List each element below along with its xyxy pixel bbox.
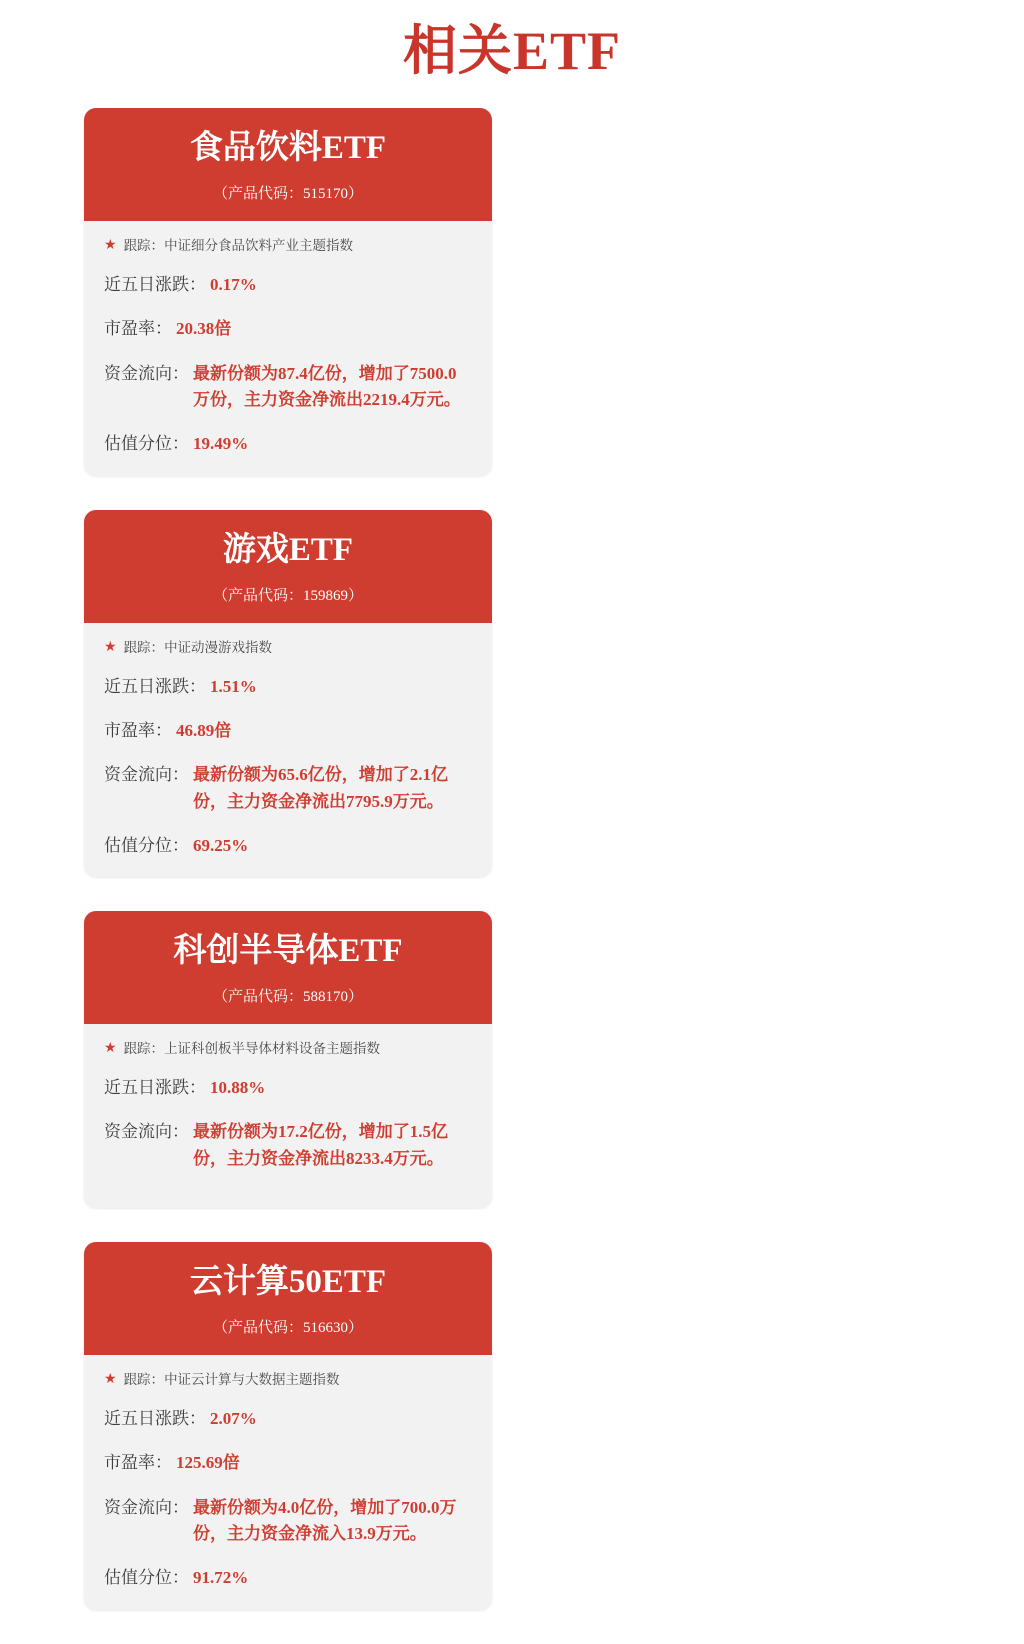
- etf-card-body: [84, 1024, 492, 1208]
- valuation-value: 91.72%: [193, 1568, 249, 1588]
- five-day-row: [104, 674, 472, 700]
- valuation-value: 69.25%: [193, 835, 249, 855]
- flow-row: [104, 762, 472, 815]
- flow-label: 资金流向：: [104, 363, 189, 383]
- pe-row: [104, 718, 472, 744]
- etf-card-header: [84, 1242, 492, 1355]
- five-day-row: [104, 1406, 472, 1432]
- valuation-label: 估值分位：: [104, 1568, 189, 1588]
- code-prefix: （产品代码：: [212, 1320, 303, 1337]
- etf-name: 科创半导体ETF: [173, 933, 403, 970]
- etf-code: [94, 584, 482, 605]
- code-suffix: ）: [348, 186, 364, 203]
- track-index: 上证科创板半导体材料设备主题指数: [164, 1041, 381, 1057]
- etf-name: 云计算50ETF: [189, 1264, 387, 1301]
- flow-value: 最新份额为87.4亿份，增加了7500.0万份，主力资金净流出2219.4万元。: [193, 363, 461, 410]
- etf-name: 游戏ETF: [222, 531, 354, 568]
- track-row: [104, 1371, 472, 1390]
- track-index: 中证云计算与大数据主题指数: [164, 1372, 340, 1388]
- code-value: 516630: [303, 1320, 348, 1337]
- etf-card: [84, 911, 492, 1208]
- track-row: [104, 639, 472, 658]
- flow-label: 资金流向：: [104, 1122, 189, 1142]
- pe-row: [104, 316, 472, 342]
- pe-label: 市盈率：: [104, 720, 172, 740]
- code-prefix: （产品代码：: [212, 186, 303, 203]
- flow-value: 最新份额为4.0亿份，增加了700.0万份，主力资金净流入13.9万元。: [193, 1497, 457, 1543]
- five-day-row: [104, 1075, 472, 1101]
- valuation-label: 估值分位：: [104, 434, 189, 454]
- track-label: 跟踪：: [123, 639, 165, 655]
- valuation-value: 19.49%: [193, 434, 249, 454]
- etf-card-body: [84, 1355, 492, 1610]
- star-icon: ★: [104, 238, 117, 254]
- code-suffix: ）: [348, 587, 364, 604]
- code-suffix: ）: [348, 989, 364, 1006]
- valuation-row: [104, 833, 472, 859]
- page-title: 相关ETF: [402, 21, 622, 81]
- pe-value: 20.38倍: [176, 319, 232, 339]
- star-icon: ★: [104, 1041, 117, 1057]
- track-label: 跟踪：: [123, 238, 165, 254]
- pe-value: 125.69倍: [176, 1453, 240, 1473]
- five-day-value: 2.07%: [210, 1408, 257, 1428]
- five-day-row: [104, 272, 472, 298]
- pe-label: 市盈率：: [104, 319, 172, 339]
- etf-card-header: [84, 911, 492, 1024]
- track-row: [104, 1040, 472, 1059]
- code-suffix: ）: [348, 1320, 364, 1337]
- pe-label: 市盈率：: [104, 1453, 172, 1473]
- five-day-value: 1.51%: [210, 676, 257, 696]
- flow-row: [104, 1119, 472, 1172]
- track-label: 跟踪：: [123, 1372, 165, 1388]
- five-day-value: 0.17%: [210, 275, 257, 295]
- five-day-label: 近五日涨跌：: [104, 1408, 206, 1428]
- etf-name: 食品饮料ETF: [189, 130, 387, 167]
- etf-card-header: [84, 510, 492, 623]
- etf-card: [84, 510, 492, 878]
- code-value: 588170: [303, 989, 348, 1006]
- valuation-row: [104, 431, 472, 457]
- etf-card-grid: [0, 86, 1024, 1644]
- etf-code: [94, 1316, 482, 1337]
- pe-row: [104, 1450, 472, 1476]
- etf-card-header: [84, 108, 492, 221]
- flow-value: 最新份额为17.2亿份，增加了1.5亿份，主力资金净流出8233.4万元。: [193, 1122, 448, 1168]
- etf-code: [94, 985, 482, 1006]
- code-value: 515170: [303, 186, 348, 203]
- five-day-label: 近五日涨跌：: [104, 275, 206, 295]
- etf-code: [94, 182, 482, 203]
- star-icon: ★: [104, 1372, 117, 1388]
- etf-card: [84, 1242, 492, 1610]
- valuation-row: [104, 1565, 472, 1591]
- flow-label: 资金流向：: [104, 765, 189, 785]
- etf-card-body: [84, 221, 492, 476]
- valuation-label: 估值分位：: [104, 835, 189, 855]
- code-prefix: （产品代码：: [212, 587, 303, 604]
- track-row: [104, 237, 472, 256]
- code-value: 159869: [303, 587, 348, 604]
- etf-card-body: [84, 623, 492, 878]
- star-icon: ★: [104, 639, 117, 655]
- track-index: 中证动漫游戏指数: [164, 639, 273, 655]
- flow-value: 最新份额为65.6亿份，增加了2.1亿份，主力资金净流出7795.9万元。: [193, 765, 448, 811]
- flow-row: [104, 1495, 472, 1548]
- code-prefix: （产品代码：: [212, 989, 303, 1006]
- etf-card: [84, 108, 492, 476]
- track-label: 跟踪：: [123, 1041, 165, 1057]
- pe-value: 46.89倍: [176, 720, 232, 740]
- five-day-value: 10.88%: [210, 1078, 266, 1098]
- five-day-label: 近五日涨跌：: [104, 676, 206, 696]
- track-index: 中证细分食品饮料产业主题指数: [164, 238, 354, 254]
- flow-row: [104, 361, 472, 414]
- five-day-label: 近五日涨跌：: [104, 1078, 206, 1098]
- flow-label: 资金流向：: [104, 1497, 189, 1517]
